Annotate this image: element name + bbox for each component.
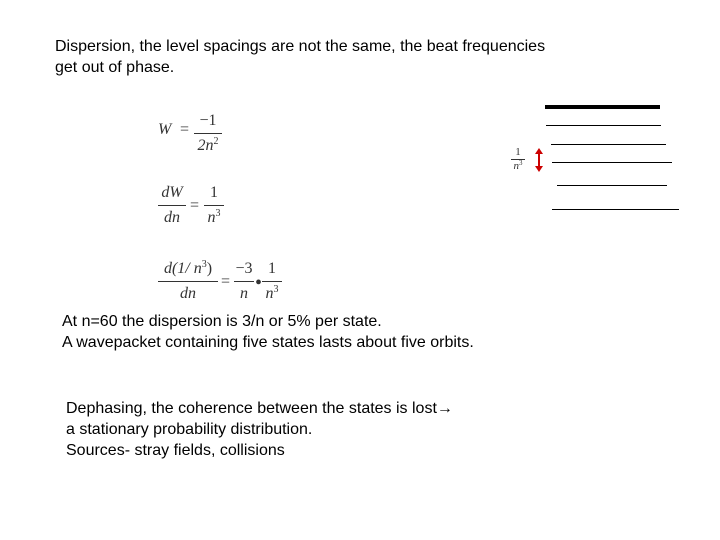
- eq3-lhs-fraction: [158, 260, 218, 306]
- eq2-rhs-numerator: 1: [210, 184, 218, 201]
- equation-energy: [158, 112, 228, 160]
- dephasing-line-1: Dephasing, the coherence between the states is lost→: [66, 400, 453, 417]
- eq2-rhs-denominator: $n^3$: [207, 208, 221, 226]
- eq2-lhs-numerator: dW: [161, 184, 183, 201]
- eq2-lhs-denominator: dn: [164, 209, 180, 226]
- energy-level: [546, 125, 661, 126]
- dephasing-line-3: Sources- stray fields, collisions: [66, 442, 285, 459]
- eq2-equals: =: [190, 197, 200, 214]
- dephasing-text: [66, 398, 453, 461]
- dephasing-line-2: a stationary probability distribution.: [66, 421, 313, 438]
- spacing-label: 1 $n^3$: [511, 146, 525, 174]
- eq3-dot: •: [255, 272, 263, 294]
- eq3-fraction-2: [262, 260, 282, 306]
- eq1-denominator: $2n^2$: [197, 136, 219, 154]
- double-arrow-icon: [533, 148, 545, 172]
- eq1-fraction: [194, 112, 222, 158]
- dispersion-line-1: At n=60 the dispersion is 3/n or 5% per state.: [62, 313, 382, 330]
- eq2-rhs-fraction: [204, 184, 224, 230]
- eq3-f2-numerator: 1: [268, 260, 276, 277]
- eq3-f1-numerator: −3: [235, 260, 253, 277]
- eq3-lhs-numerator: d(1/ $n^3$): [163, 259, 213, 277]
- eq3-f2-denominator: $n^3$: [265, 284, 279, 302]
- dispersion-text: [62, 311, 474, 353]
- equation-derivative: [158, 184, 238, 232]
- eq1-equals: =: [180, 121, 190, 138]
- energy-level: [557, 185, 667, 186]
- intro-line-2: get out of phase.: [55, 59, 175, 76]
- eq3-equals: =: [221, 273, 231, 290]
- energy-level: [552, 162, 672, 163]
- eq3-lhs-denominator: dn: [180, 285, 196, 302]
- energy-level: [552, 209, 679, 210]
- dispersion-line-2: A wavepacket containing five states lasts about five orbits.: [62, 334, 474, 351]
- energy-level-top: [545, 105, 660, 109]
- eq3-fraction-1: [234, 260, 254, 306]
- eq3-f1-denominator: n: [240, 285, 248, 302]
- intro-line-1: Dispersion, the level spacings are not the same, the beat frequencies: [55, 38, 546, 55]
- energy-level: [551, 144, 666, 145]
- eq2-lhs-fraction: [158, 184, 186, 230]
- eq1-numerator: −1: [199, 112, 217, 129]
- eq1-lhs: W: [158, 121, 172, 138]
- equation-dispersion: [158, 260, 288, 308]
- intro-text: [55, 36, 545, 78]
